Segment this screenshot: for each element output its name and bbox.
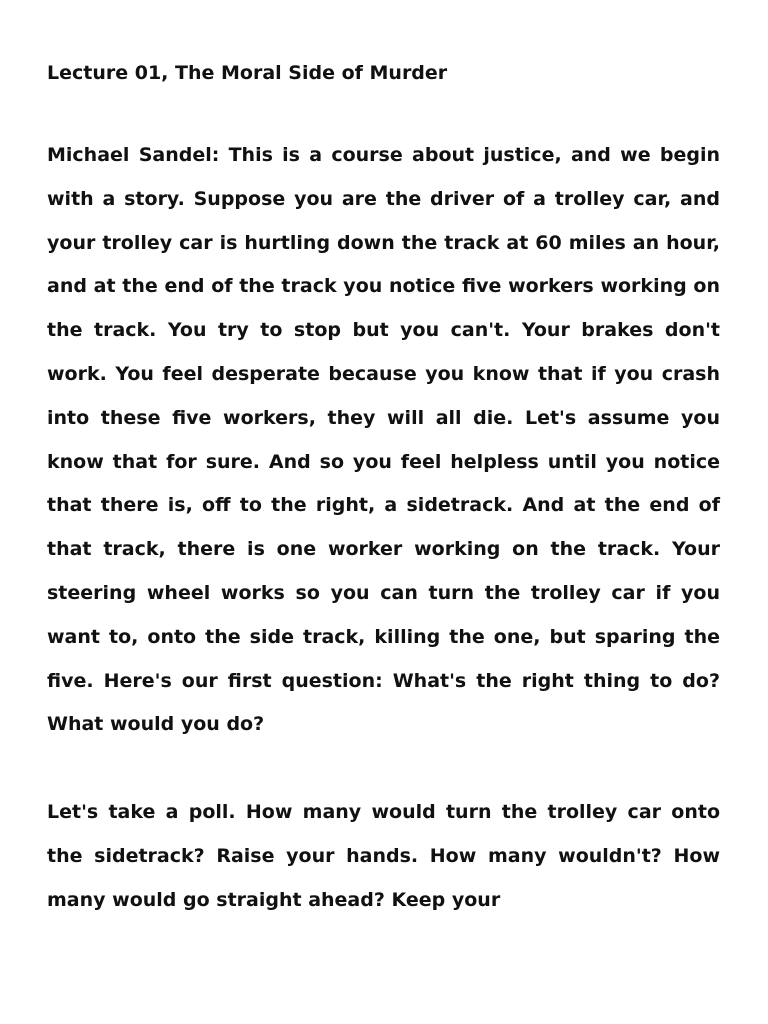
- paragraph-1: Michael Sandel: This is a course about justice, and we begin with a story. Suppose you are the driver of a trolley car, and your trolley car is hurtling down the track at 60 miles an hour, and at the end of the track you notice five workers working on the track. You try to stop but you can't. Your brakes don't work. You feel desperate because you know that if you crash into these five workers, they will all die. Let's assume you know that for sure. And so you feel helpless until you notice that there is, off to the right, a sidetrack. And at the end of that track, there is one worker working on the track. Your steering wheel works so you can turn the trolley car if you want to, onto the side track, killing the one, but sparing the five. Here's our first question: What's the right thing to do? What would you do?: [47, 144, 720, 736]
- document-title: Lecture 01, The Moral Side of Murder: [47, 62, 448, 84]
- document-page: [47, 57, 720, 967]
- paragraph-2: Let's take a poll. How many would turn the trolley car onto the sidetrack? Raise your hands. How many wouldn't? How many would go straight ahead? Keep your: [47, 801, 720, 911]
